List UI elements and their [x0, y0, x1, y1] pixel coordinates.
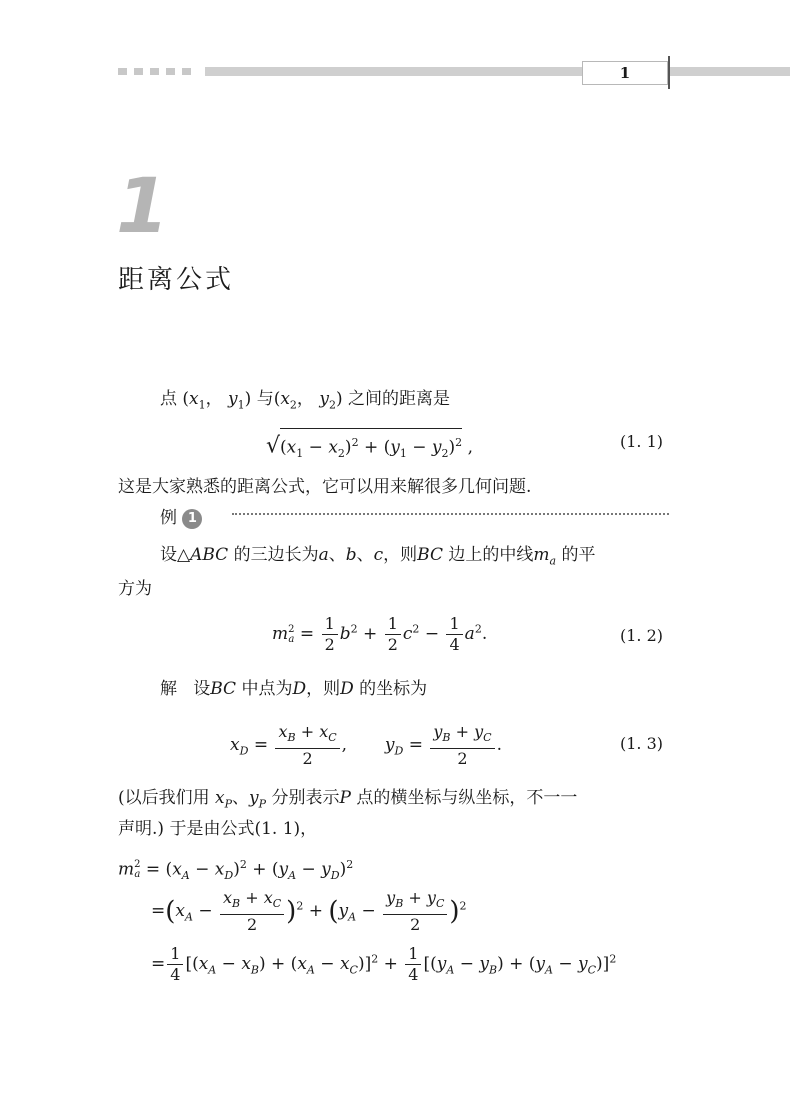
equation-1-2: m 2 a = $\frac{1}{2}$ $b^2$ + $\frac{1}{2}$ $c^2$ − $\frac{1}{4}$ $a^2$. [272, 614, 488, 654]
equation-label-1-2: (1. 2) [620, 626, 664, 645]
example-number-badge: 1 [182, 509, 202, 529]
page-number: 1 [582, 61, 668, 85]
problem-line-1: 设△ABC 的三边长为a、b、c，则BC 边上的中线$m_a$ 的平 [160, 545, 596, 568]
header-bar-right [670, 67, 790, 76]
equation-1-3: $x_D$ = $\frac{x_B + x_C}{2}$ , $y_D$ = $\frac{y_B + y_C}{2}$ . [230, 722, 502, 769]
header-dot [150, 68, 159, 75]
note-line-2: 声明.) 于是由公式(1. 1)， [118, 819, 318, 839]
equation-1-1: $√(x_1 - x_2)^2 + (y_1 - y_2)^2$ , [266, 428, 473, 466]
equation-label-1-3: (1. 3) [620, 734, 664, 753]
dotted-leader [232, 513, 669, 515]
chapter-number: 1 [116, 161, 169, 250]
derivation-line-3: = $\frac{1}{4}$ $[(x_A - x_B) + (x_A - x_C)]^2$ + $\frac{1}{4}$ $[(y_A - y_B) + (y_A - y_C)]^2$ [151, 944, 617, 984]
body-line: 这是大家熟悉的距离公式，它可以用来解很多几何问题. [118, 477, 532, 497]
header-dot [134, 68, 143, 75]
equation-label-1-1: (1. 1) [620, 432, 664, 451]
header-bar-left [205, 67, 582, 76]
derivation-line-1: m 2 a = $(x_A - x_D)^2 + (y_A - y_D)^2$ [118, 858, 354, 883]
intro-line: 点 ($x_1$， $y_1$) 与($x_2$， $y_2$) 之间的距离是 [160, 389, 450, 412]
header-dot [182, 68, 191, 75]
header-dot [118, 68, 127, 75]
solution-line: 解 设BC 中点为D，则D 的坐标为 [160, 679, 428, 699]
note-line-1: (以后我们用 $x_P$、$y_P$ 分别表示P 点的横坐标与纵坐标，不一一 [118, 788, 578, 811]
problem-line-2: 方为 [118, 579, 152, 599]
example-heading: 例 1 [160, 506, 202, 530]
chapter-title: 距离公式 [118, 265, 235, 295]
derivation-line-2: $=(x_A$ − $\frac{x_B + x_C}{2}$ )$^2 + (y_A$ − $\frac{y_B + y_C}{2}$ )$^2$ [151, 888, 467, 935]
header-tick [668, 56, 670, 89]
header-dot [166, 68, 175, 75]
